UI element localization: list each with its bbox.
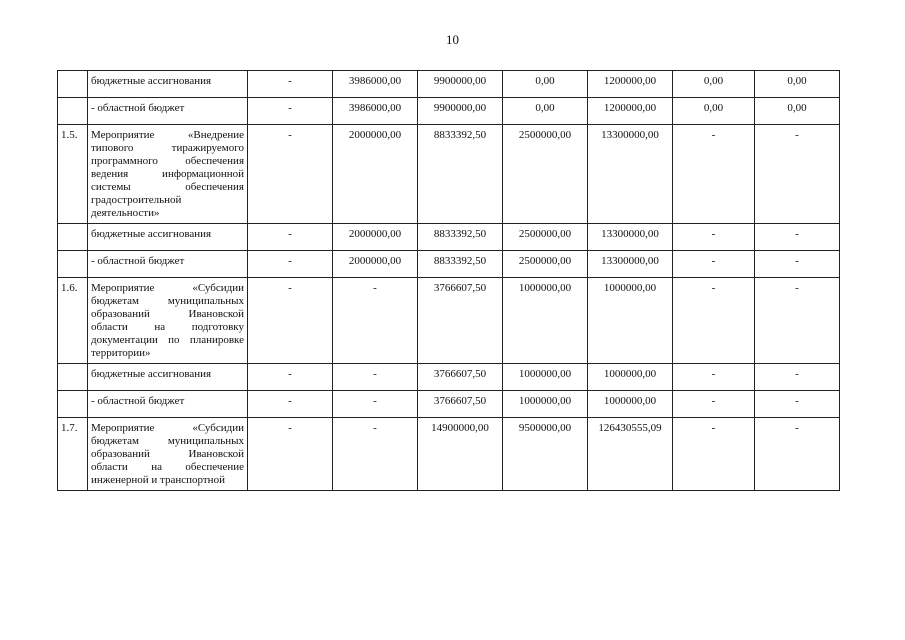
value-cell: 13300000,00 (588, 224, 673, 251)
row-number-cell: 1.6. (58, 278, 88, 364)
value-cell: - (673, 125, 755, 224)
value-cell: - (673, 251, 755, 278)
value-cell: - (673, 418, 755, 491)
value-cell: - (333, 391, 418, 418)
value-cell: - (248, 364, 333, 391)
value-cell: - (333, 418, 418, 491)
value-cell: - (755, 364, 840, 391)
row-name-cell: бюджетные ассигнования (88, 364, 248, 391)
row-name-cell: Мероприятие «Субсидии бюджетам муниципальных образований Ивановской области на подготовку документации по планировке территории» (88, 278, 248, 364)
row-name-cell: - областной бюджет (88, 251, 248, 278)
row-name-cell: Мероприятие «Субсидии бюджетам муниципальных образований Ивановской области на обеспечение инженерной и транспортной (88, 418, 248, 491)
value-cell: - (673, 364, 755, 391)
table-row (58, 391, 840, 418)
table-row (58, 364, 840, 391)
value-cell: 2000000,00 (333, 251, 418, 278)
value-cell: 0,00 (755, 98, 840, 125)
value-cell: 1000000,00 (503, 364, 588, 391)
value-cell: 1200000,00 (588, 71, 673, 98)
value-cell: 2000000,00 (333, 125, 418, 224)
table-row (58, 125, 840, 224)
value-cell: 3986000,00 (333, 98, 418, 125)
row-number-cell: 1.7. (58, 418, 88, 491)
value-cell: 3766607,50 (418, 391, 503, 418)
value-cell: 1000000,00 (588, 364, 673, 391)
table-row (58, 224, 840, 251)
value-cell: - (755, 418, 840, 491)
value-cell: 2500000,00 (503, 224, 588, 251)
row-number-cell (58, 224, 88, 251)
value-cell: - (755, 224, 840, 251)
value-cell: 1200000,00 (588, 98, 673, 125)
value-cell: - (248, 125, 333, 224)
value-cell: 3766607,50 (418, 364, 503, 391)
row-name-cell: бюджетные ассигнования (88, 224, 248, 251)
value-cell: 1000000,00 (503, 391, 588, 418)
value-cell: - (755, 391, 840, 418)
value-cell: 9900000,00 (418, 98, 503, 125)
row-number-cell: 1.5. (58, 125, 88, 224)
value-cell: - (248, 98, 333, 125)
value-cell: 2000000,00 (333, 224, 418, 251)
value-cell: 2500000,00 (503, 125, 588, 224)
row-name-cell: - областной бюджет (88, 391, 248, 418)
value-cell: 8833392,50 (418, 224, 503, 251)
row-number-cell (58, 251, 88, 278)
value-cell: - (755, 278, 840, 364)
value-cell: 8833392,50 (418, 251, 503, 278)
table-row (58, 418, 840, 491)
value-cell: - (248, 278, 333, 364)
value-cell: - (248, 418, 333, 491)
table-row (58, 71, 840, 98)
value-cell: - (248, 224, 333, 251)
value-cell: 8833392,50 (418, 125, 503, 224)
value-cell: - (248, 251, 333, 278)
table-row (58, 278, 840, 364)
value-cell: 0,00 (755, 71, 840, 98)
value-cell: - (673, 391, 755, 418)
row-number-cell (58, 391, 88, 418)
value-cell: - (755, 251, 840, 278)
value-cell: 14900000,00 (418, 418, 503, 491)
value-cell: 0,00 (503, 71, 588, 98)
budget-table (57, 70, 840, 491)
value-cell: 1000000,00 (588, 391, 673, 418)
value-cell: 13300000,00 (588, 251, 673, 278)
table-row (58, 98, 840, 125)
value-cell: - (248, 391, 333, 418)
value-cell: 13300000,00 (588, 125, 673, 224)
value-cell: - (673, 278, 755, 364)
page-number: 10 (446, 32, 459, 47)
value-cell: 0,00 (503, 98, 588, 125)
value-cell: - (333, 364, 418, 391)
value-cell: - (333, 278, 418, 364)
row-name-cell: бюджетные ассигнования (88, 71, 248, 98)
value-cell: 3766607,50 (418, 278, 503, 364)
table-row (58, 251, 840, 278)
value-cell: 1000000,00 (588, 278, 673, 364)
value-cell: 3986000,00 (333, 71, 418, 98)
value-cell: 0,00 (673, 71, 755, 98)
value-cell: 126430555,09 (588, 418, 673, 491)
row-name-cell: - областной бюджет (88, 98, 248, 125)
row-name-cell: Мероприятие «Внедрение типового тиражируемого программного обеспечения ведения информационной системы обеспечения градостроительной деятельности» (88, 125, 248, 224)
value-cell: - (673, 224, 755, 251)
value-cell: - (755, 125, 840, 224)
value-cell: 9500000,00 (503, 418, 588, 491)
value-cell: 1000000,00 (503, 278, 588, 364)
row-number-cell (58, 364, 88, 391)
value-cell: 2500000,00 (503, 251, 588, 278)
value-cell: 0,00 (673, 98, 755, 125)
value-cell: 9900000,00 (418, 71, 503, 98)
value-cell: - (248, 71, 333, 98)
row-number-cell (58, 71, 88, 98)
row-number-cell (58, 98, 88, 125)
